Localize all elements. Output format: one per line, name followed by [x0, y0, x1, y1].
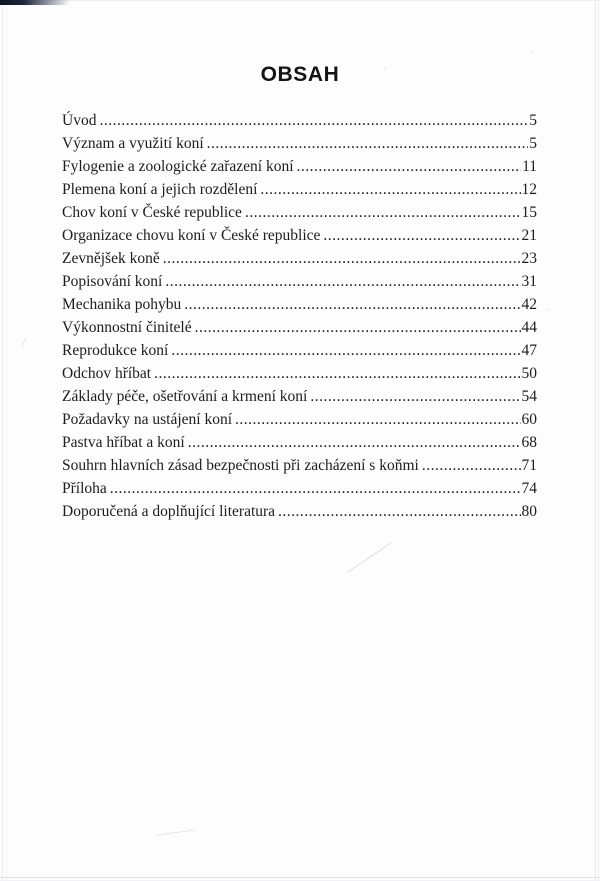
- page-edge-bottom: [0, 877, 600, 878]
- toc-leader-dots: [207, 132, 529, 155]
- toc-entry-label: Zevnějšek koně: [62, 250, 160, 267]
- toc-entry-label: Chov koní v České republice: [62, 204, 242, 221]
- toc-entry-label: Mechanika pohybu: [62, 296, 182, 313]
- toc-leader-dots: [297, 155, 522, 178]
- page-edge-right: [595, 0, 596, 881]
- toc-entry: [62, 408, 537, 431]
- toc-leader-dots: [278, 500, 520, 523]
- toc-leader-dots: [422, 454, 521, 477]
- toc-leader-dots: [195, 316, 521, 339]
- toc-entry-label: Doporučená a doplňující literatura: [62, 503, 276, 520]
- toc-entry-page: 44: [521, 319, 537, 336]
- toc-entry: [62, 270, 537, 293]
- toc-entry-page: 23: [521, 250, 537, 267]
- toc-entry-page: 47: [521, 342, 537, 359]
- toc-entry-label: Základy péče, ošetřování a krmení koní: [62, 388, 308, 405]
- toc-entry-page: 71: [521, 457, 537, 474]
- toc-entry-label: Organizace chovu koní v České republice: [62, 227, 321, 244]
- toc-entry-page: 50: [521, 365, 537, 382]
- toc-entry-page: 5: [529, 112, 537, 129]
- toc-entry-page: 12: [521, 181, 537, 198]
- toc-entry-label: Fylogenie a zoologické zařazení koní: [62, 158, 294, 175]
- toc-entry-label: Reprodukce koní: [62, 342, 169, 359]
- toc-entry-page: 54: [521, 388, 537, 405]
- toc-leader-dots: [245, 201, 521, 224]
- toc-leader-dots: [165, 270, 520, 293]
- toc-entry: [62, 247, 537, 270]
- toc-entry-label: Význam a využití koní: [62, 135, 204, 152]
- toc-entry-page: 21: [521, 227, 537, 244]
- toc-leader-dots: [154, 362, 520, 385]
- toc-entry-page: 15: [521, 204, 537, 221]
- toc-entry-label: Popisování koní: [62, 273, 163, 290]
- toc-entry: [62, 224, 537, 247]
- toc-leader-dots: [310, 385, 520, 408]
- toc-leader-dots: [184, 293, 520, 316]
- toc-entry: [62, 132, 537, 155]
- toc-entry-page: 31: [521, 273, 537, 290]
- toc-entry: [62, 385, 537, 408]
- toc-entry: [62, 109, 537, 132]
- toc-entry-label: Odchov hříbat: [62, 365, 152, 382]
- toc-entry-page: 42: [521, 296, 537, 313]
- toc-list: [62, 109, 537, 523]
- scan-artifact-scratch: [22, 338, 27, 347]
- toc-entry: [62, 155, 537, 178]
- toc-entry-label: Požadavky na ustájení koní: [62, 411, 233, 428]
- scan-artifact-speck: [545, 308, 550, 311]
- scan-artifact-scratch: [347, 542, 391, 572]
- toc-entry-page: 80: [521, 503, 537, 520]
- toc-entry: [62, 293, 537, 316]
- toc-entry-page: 5: [529, 135, 537, 152]
- toc-entry-label: Pastva hříbat a koní: [62, 434, 185, 451]
- toc-entry-label: Výkonnostní činitelé: [62, 319, 192, 336]
- toc-entry-label: Souhrn hlavních zásad bezpečnosti při zacházení s koňmi: [62, 457, 419, 474]
- toc-entry-page: 60: [521, 411, 537, 428]
- page-edge-right-inner: [598, 0, 599, 881]
- toc-leader-dots: [99, 109, 528, 132]
- toc-entry: [62, 178, 537, 201]
- page-title: OBSAH: [260, 63, 340, 86]
- scan-artifact-speck: [530, 50, 533, 53]
- toc-entry-page: 74: [521, 480, 537, 497]
- toc-entry: [62, 500, 537, 523]
- toc-leader-dots: [110, 477, 521, 500]
- toc-entry: [62, 477, 537, 500]
- scan-artifact-scratch: [155, 829, 195, 836]
- toc-leader-dots: [235, 408, 520, 431]
- toc-entry-label: Úvod: [62, 112, 97, 129]
- page-edge-left-inner: [6, 0, 7, 881]
- toc-entry-page: 11: [522, 158, 537, 175]
- toc-entry-label: Plemena koní a jejich rozdělení: [62, 181, 258, 198]
- toc-leader-dots: [260, 178, 520, 201]
- toc-leader-dots: [171, 339, 520, 362]
- page-edge-left: [2, 0, 3, 881]
- toc-entry-page: 68: [521, 434, 537, 451]
- toc-leader-dots: [188, 431, 521, 454]
- toc-entry: [62, 362, 537, 385]
- toc-entry: [62, 316, 537, 339]
- toc-leader-dots: [163, 247, 521, 270]
- toc-entry-label: Příloha: [62, 480, 107, 497]
- toc-entry: [62, 201, 537, 224]
- toc-entry: [62, 339, 537, 362]
- scan-shadow-top-left: [0, 0, 70, 5]
- toc-entry: [62, 454, 537, 477]
- toc-leader-dots: [323, 224, 520, 247]
- toc-entry: [62, 431, 537, 454]
- page-edge-top: [0, 0, 600, 1]
